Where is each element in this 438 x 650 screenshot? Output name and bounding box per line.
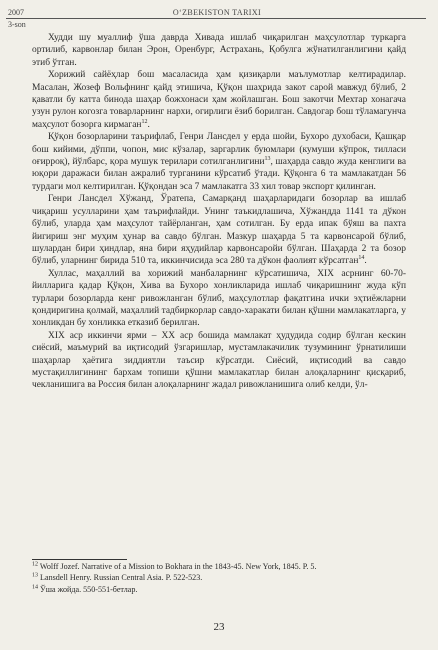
footnote-12: $^{12}$ Wolff Jozef. Narrative of a Mission to Bokhara in the 1843-45. New York, 1845. P. 5.: [32, 561, 317, 571]
footnote-14: $^{14}$ Ўша жойда. 550-551-бетлар.: [32, 584, 138, 594]
header-issue: 3-son: [8, 20, 26, 29]
paragraph-1: Худди шу муаллиф ўша даврда Хивада ишлаб чиқарилган маҳсулотлар туркарга ортилиб, карвонлар билан Эрон, Оренбург, Астрахань, Қобулга жўнатилганлигини қайд этиб ўтган.: [32, 33, 406, 68]
paragraph-3: Қўқон бозорларини таърифлаб, Генри Лансдел у ерда шойи, Бухоро духобаси, Қашқар бош кийими, дўппи, чопон, мис кўзалар, заргарлик буюмлари (кумуши кўпрок, тилласи оғирроқ), йўлбарс, қора мушук терилари сотилганлигини$^{13}$, шаҳарда савдо жуда кенглиги ва юқори даражаси билан ажралиб турганини кўрсатиб ўтади. Қўқонга 6 та мамлакатдан 56 турдаги мол келтирилган. Қўқондан эса 7 мамлакатга 33 хил товар экспорт қилинган.: [32, 132, 407, 192]
header-year: 2007: [8, 8, 24, 17]
footnote-ref-14: 14: [358, 255, 365, 262]
paragraph-2: Хорижий сайёҳлар бош масаласида ҳам қизиқарли маълумотлар келтирадилар. Масалан, Жозеф Вольфнинг қайд этишича, Қўқон шаҳрида закот сарой мавжуд бўлиб, 2 қаватли бу катта бинода шаҳар божхонаси ҳам жойлашган. Бош закотчи Мехтар хонагача узун рулон когозга товарларнинг нархи, огирлиги ёзиб борилган. Савдогар бош тўламагунча маҳсулот бозорга кирмаган$^{12}$.: [32, 70, 406, 130]
footnote-13: $^{13}$ Lansdell Henry. Russian Central Asia. P. 522-523.: [32, 572, 203, 583]
footnote-ref-12: 12: [141, 118, 148, 125]
footnote-ref-13: 13: [264, 155, 271, 162]
paragraph-6: XIX аср иккинчи ярми – XX аср бошида мамлакат ҳудудида содир бўлган кескин сиёсий, маъмурий ва иқтисодий ўзгаришлар, мустамлакачилик тузумининг ўрнатилиши шаҳарлар ҳаётига зиддиятли таъсир кўрсатди. Сиёсий, иқтисодий ва савдо мустақиллигининг бархам топиши қўшни мамлакатлар билан алоқаларнинг қисқариб, чекланишига ва Россия билан алоқаларнинг жадал ривожланишига олиб келди, ўл-: [32, 330, 406, 391]
paragraph-5: Хуллас, маҳаллий ва хорижий манбаларнинг кўрсатишича, XIX асрнинг 60-70-йилларига қадар Қўқон, Хива ва Бухоро хонликларида ишлаб чиқаришнинг жуда кўп турлари бозорларда кенг ривожланган бўлиб, маҳсулотлар фақатгина ички эҳтиёжларни қондиригина қолмай, маҳаллий тадбиркорлар савдо-харакати билан қўшни мамлакатларга, у хонликдан бу хонликка етказиб берилган.: [32, 268, 406, 329]
paragraph-4: Генри Лансдел Хўжанд, Ўратепа, Самарқанд шаҳарларидаги бозорлар ва ишлаб чиқариш усулларини ҳам таърифлайди. Унинг таъкидлашича, Хўжандда 1141 та дўкон бўлиб, уларда ҳам маҳсулот тайёрланган, ҳам сотилган. Бу ерда ипак бўяш ва пахта йигириш энг муҳим ҳунар ва савдо бўлган. Мазкур шаҳарда 5 та карвонсарой бўлиб, шулардан бири ҳиндлар, яна бири яҳудийлар карвонсаройи бўлган. Шаҳарда 2 та бозор бўлиб, уларнинг бирида 510 та, иккинчисида эса 280 та дўкон фаолият кўрсатган$^{14}$.: [32, 194, 406, 267]
journal-title: O‘ZBEKISTON TARIXI: [172, 8, 262, 17]
header-rule: [6, 18, 426, 19]
footnotes: [32, 562, 406, 596]
article-body: [32, 32, 406, 392]
footnote-rule: [32, 559, 127, 560]
page-number: 23: [213, 621, 225, 633]
